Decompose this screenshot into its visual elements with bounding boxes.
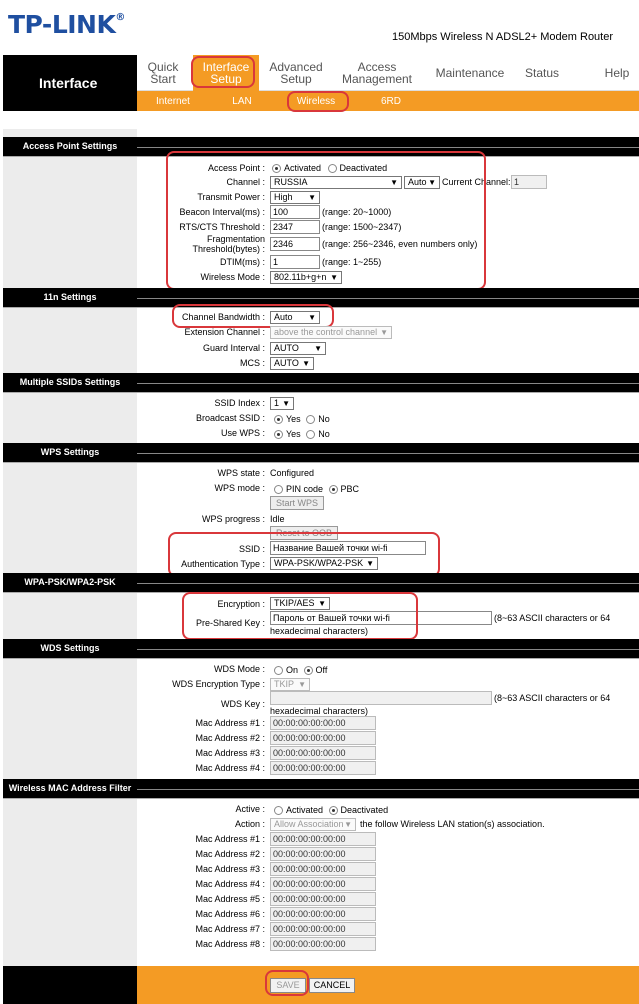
filter-action-label: Action : (234, 819, 265, 829)
filter-action-suffix: the follow Wireless LAN station(s) association. (360, 819, 545, 829)
wps-state-label: WPS state : (217, 468, 265, 478)
psk-input[interactable]: Пароль от Вашей точки wi-fi (270, 611, 492, 625)
wds-on-radio[interactable] (274, 666, 283, 675)
rts-input[interactable]: 2347 (270, 220, 320, 234)
encryption-label: Encryption : (217, 599, 265, 609)
section-11n (3, 288, 639, 308)
submenu-6rd[interactable]: 6RD (380, 95, 401, 107)
pbc-radio[interactable] (329, 485, 338, 494)
filter-mac-label: Mac Address #5 : (195, 894, 265, 904)
wps-progress-value: Idle (270, 514, 285, 524)
wireless-mode-select[interactable]: 802.11b+g+n ▼ (270, 271, 342, 284)
filter-mac-input: 00:00:00:00:00:00 (270, 907, 376, 921)
wds-mac-label: Mac Address #3 : (195, 748, 265, 758)
menu-maintenance[interactable]: Maintenance (435, 66, 505, 80)
tp-link-logo: TP-LINK® (8, 10, 125, 39)
broadcast-no-label: No (318, 414, 330, 424)
menu-help[interactable]: Help (604, 66, 630, 80)
model-name: 150Mbps Wireless N ADSL2+ Modem Router (392, 31, 614, 43)
broadcast-label: Broadcast SSID : (195, 413, 265, 423)
deactivated-radio[interactable] (328, 164, 337, 173)
ssid-index-label: SSID Index : (214, 398, 265, 408)
save-button[interactable]: SAVE (270, 978, 306, 993)
use-wps-yes-label: Yes (286, 429, 301, 439)
activated-radio[interactable] (272, 164, 281, 173)
section-title-mac-filter: Wireless MAC Address Filter (8, 783, 132, 793)
ssid-label: SSID : (238, 544, 265, 554)
channel-country-select[interactable]: RUSSIA ▼ (270, 176, 402, 189)
encryption-select[interactable]: TKIP/AES ▼ (270, 597, 330, 610)
pbc-label: PBC (340, 484, 360, 494)
filter-mac-input: 00:00:00:00:00:00 (270, 892, 376, 906)
frag-label-2: Threshold(bytes) : (192, 244, 265, 254)
broadcast-no-radio[interactable] (306, 415, 315, 424)
beacon-hint: (range: 20~1000) (322, 207, 392, 217)
menu-access-management[interactable]: Access Management (341, 60, 413, 86)
wds-mac-input: 00:00:00:00:00:00 (270, 716, 376, 730)
ssid-index-select[interactable]: 1 ▼ (270, 397, 294, 410)
filter-deactivated-radio[interactable] (329, 806, 338, 815)
filter-active-label: Active : (235, 804, 265, 814)
filter-mac-label: Mac Address #8 : (195, 939, 265, 949)
tx-power-select[interactable]: High ▼ (270, 191, 320, 204)
section-mac-filter (3, 779, 639, 799)
use-wps-yes-radio[interactable] (274, 430, 283, 439)
filter-mac-label: Mac Address #3 : (195, 864, 265, 874)
wds-key-hint-2: hexadecimal characters) (270, 706, 369, 716)
wds-off-label: Off (315, 665, 328, 675)
filter-mac-input: 00:00:00:00:00:00 (270, 922, 376, 936)
filter-mac-label: Mac Address #2 : (195, 849, 265, 859)
filter-mac-label: Mac Address #6 : (195, 909, 265, 919)
section-title-access-point: Access Point Settings (22, 141, 118, 151)
broadcast-yes-label: Yes (286, 414, 301, 424)
use-wps-label: Use WPS : (220, 428, 265, 438)
wds-key-label: WDS Key : (220, 699, 265, 709)
use-wps-no-radio[interactable] (306, 430, 315, 439)
bandwidth-select[interactable]: Auto ▼ (270, 311, 320, 324)
filter-mac-label: Mac Address #1 : (195, 834, 265, 844)
sub-menu (137, 91, 639, 111)
wds-enc-select: TKIP ▼ (270, 678, 310, 691)
section-wpa (3, 573, 639, 593)
menu-status[interactable]: Status (524, 66, 560, 80)
pin-code-label: PIN code (286, 484, 324, 494)
submenu-wireless[interactable]: Wireless (296, 95, 336, 107)
filter-mac-input: 00:00:00:00:00:00 (270, 832, 376, 846)
wds-mac-input: 00:00:00:00:00:00 (270, 731, 376, 745)
broadcast-radios (274, 414, 330, 425)
section-title-wds: WDS Settings (40, 643, 100, 653)
submenu-lan[interactable]: LAN (232, 95, 252, 107)
section-title-wps: WPS Settings (40, 447, 100, 457)
access-point-label: Access Point : (207, 163, 265, 173)
dtim-input[interactable]: 1 (270, 255, 320, 269)
section-wps (3, 443, 639, 463)
psk-label: Pre-Shared Key : (195, 618, 265, 628)
ext-channel-label: Extension Channel : (184, 327, 265, 337)
filter-mac-input: 00:00:00:00:00:00 (270, 862, 376, 876)
wds-off-radio[interactable] (304, 666, 313, 675)
start-wps-button[interactable]: Start WPS (270, 496, 324, 510)
channel-select[interactable]: Auto ▼ (404, 176, 440, 189)
wps-progress-label: WPS progress : (201, 514, 265, 524)
access-point-radios (272, 163, 387, 174)
use-wps-no-label: No (318, 429, 330, 439)
guard-label: Guard Interval : (202, 343, 265, 353)
dtim-hint: (range: 1~255) (322, 257, 382, 267)
dtim-label: DTIM(ms) : (220, 257, 265, 267)
pin-code-radio[interactable] (274, 485, 283, 494)
menu-quick-start[interactable]: Quick Start (147, 60, 179, 86)
auth-type-select[interactable]: WPA-PSK/WPA2-PSK ▼ (270, 557, 378, 570)
ssid-input[interactable]: Название Вашей точки wi-fi (270, 541, 426, 555)
wireless-mode-label: Wireless Mode : (200, 272, 265, 282)
wds-mac-input: 00:00:00:00:00:00 (270, 761, 376, 775)
ext-channel-select: above the control channel ▼ (270, 326, 392, 339)
deactivated-label: Deactivated (339, 163, 388, 173)
activated-label: Activated (284, 163, 322, 173)
wds-key-input (270, 691, 492, 705)
wds-enc-label: WDS Encryption Type : (172, 679, 265, 689)
section-title: Interface (3, 55, 137, 111)
beacon-input[interactable]: 100 (270, 205, 320, 219)
frag-input[interactable]: 2346 (270, 237, 320, 251)
current-channel-label: Current Channel: (442, 177, 511, 187)
section-title-ssids: Multiple SSIDs Settings (19, 377, 121, 387)
wds-mac-label: Mac Address #4 : (195, 763, 265, 773)
filter-action-select: Allow Association ▼ (270, 818, 356, 831)
wps-state-value: Configured (270, 468, 315, 478)
filter-mac-input: 00:00:00:00:00:00 (270, 937, 376, 951)
section-ssids (3, 373, 639, 393)
tx-power-label: Transmit Power : (197, 192, 265, 202)
rts-label: RTS/CTS Threshold : (179, 222, 265, 232)
guard-select[interactable]: AUTO ▼ (270, 342, 326, 355)
rts-hint: (range: 1500~2347) (322, 222, 402, 232)
left-column (3, 129, 137, 966)
reset-oob-button[interactable]: Reset to OOB (270, 526, 338, 540)
wds-mac-label: Mac Address #1 : (195, 718, 265, 728)
filter-deactivated-label: Deactivated (340, 805, 389, 815)
mcs-label: MCS : (239, 358, 265, 368)
wds-mode-label: WDS Mode : (213, 664, 265, 674)
filter-mac-input: 00:00:00:00:00:00 (270, 877, 376, 891)
frag-label-1: Fragmentation (206, 234, 265, 244)
section-title-11n: 11n Settings (43, 292, 97, 302)
filter-activated-radio[interactable] (274, 806, 283, 815)
wps-mode-radios (274, 484, 359, 495)
menu-advanced-setup[interactable]: Advanced Setup (269, 60, 323, 86)
filter-mac-label: Mac Address #7 : (195, 924, 265, 934)
channel-label: Channel : (226, 177, 265, 187)
main-menu (137, 55, 639, 91)
section-access-point (3, 137, 639, 157)
use-wps-radios (274, 429, 330, 440)
mcs-select[interactable]: AUTO ▼ (270, 357, 314, 370)
frag-hint: (range: 256~2346, even numbers only) (322, 239, 478, 249)
filter-activated-label: Activated (286, 805, 324, 815)
wds-mac-input: 00:00:00:00:00:00 (270, 746, 376, 760)
wds-mac-label: Mac Address #2 : (195, 733, 265, 743)
wds-on-label: On (286, 665, 299, 675)
filter-mac-label: Mac Address #4 : (195, 879, 265, 889)
psk-hint-2: hexadecimal characters) (270, 626, 369, 636)
filter-active-radios (274, 805, 388, 816)
section-wds (3, 639, 639, 659)
bandwidth-label: Channel Bandwidth : (181, 312, 265, 322)
menu-interface-setup[interactable]: Interface Setup (193, 55, 259, 91)
current-channel-field: 1 (511, 175, 547, 189)
wds-key-hint-1: (8~63 ASCII characters or 64 (494, 693, 611, 703)
section-title-wpa: WPA-PSK/WPA2-PSK (24, 577, 116, 587)
cancel-button[interactable]: CANCEL (309, 978, 355, 993)
psk-hint-1: (8~63 ASCII characters or 64 (494, 613, 611, 623)
wps-mode-label: WPS mode : (214, 483, 265, 493)
auth-type-label: Authentication Type : (181, 559, 265, 569)
filter-mac-input: 00:00:00:00:00:00 (270, 847, 376, 861)
broadcast-yes-radio[interactable] (274, 415, 283, 424)
wds-mode-radios (274, 665, 327, 676)
submenu-internet[interactable]: Internet (156, 95, 190, 107)
footer-left (3, 966, 137, 1004)
beacon-label: Beacon Interval(ms) : (179, 207, 265, 217)
